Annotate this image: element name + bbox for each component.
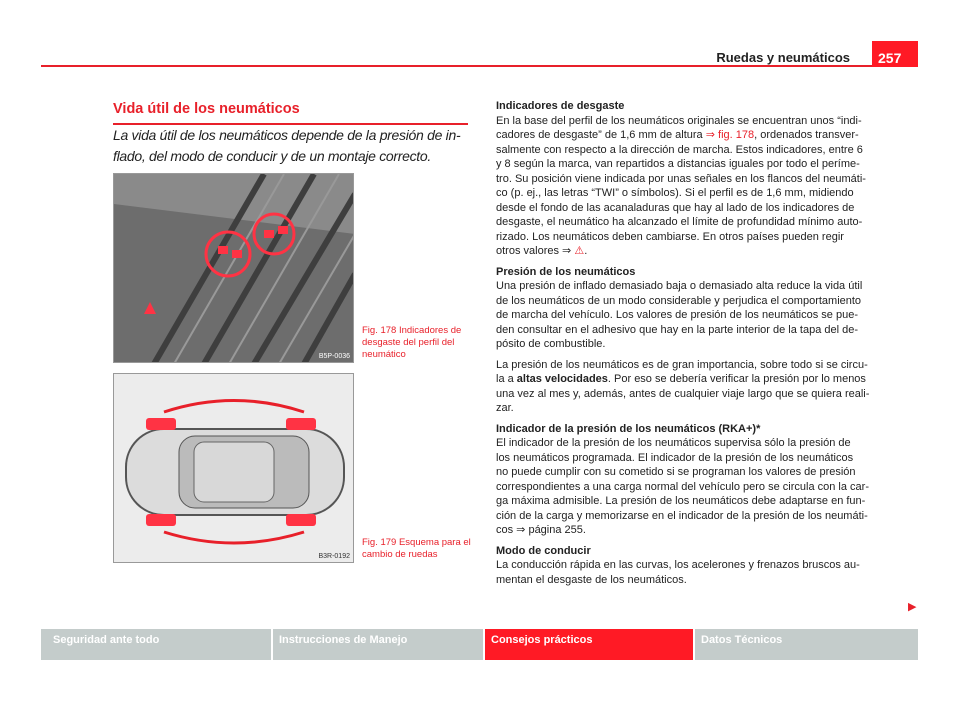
tab-consejos[interactable]: Consejos prácticos — [485, 629, 693, 660]
figure-tire-tread — [113, 173, 354, 363]
text-line: los neumáticos programada. El indicador de la presión de los neumáticos — [496, 451, 854, 464]
caption-line: Fig. 179 Esquema para el — [362, 537, 471, 548]
text-line: En la base del perfil de los neumáticos originales se encuentran unos “indi- — [496, 114, 862, 127]
text-line: mentan el desgaste de los neumáticos. — [496, 573, 687, 586]
text-line: co (p. ej., las letras “TWI” o símbolos). Si el perfil es de 1,6 mm, midiendo — [496, 187, 854, 199]
text-line: den consultar en el adhesivo que hay en la parte interior de la tapa del de- — [496, 323, 859, 336]
header-rule — [41, 65, 918, 67]
subheading: Indicador de la presión de los neumáticos (RKA+)* — [496, 422, 761, 435]
figure-wheel-rotation — [113, 373, 354, 563]
text-line: La presión de los neumáticos es de gran importancia, sobre todo si se circu- — [496, 358, 868, 371]
paragraph — [496, 114, 866, 259]
text-line: ga máxima admisible. La presión de los neumáticos debe adaptarse en fun- — [496, 495, 866, 507]
paragraph — [496, 558, 858, 587]
triangle-right-icon: ▶ — [908, 601, 917, 613]
paragraph — [496, 436, 869, 538]
paragraph — [496, 358, 870, 416]
text-line: una vez al mes y, además, antes de cualquier viaje largo que se quiera reali- — [496, 387, 870, 400]
text-line: tro. Su posición viene indicada por unas señales en los flancos del neumáti- — [496, 172, 866, 185]
text-line: de marcha del vehículo. Los valores de presión de los neumáticos se pue- — [496, 309, 858, 321]
figure-link[interactable]: ⇒ fig. 178 — [705, 129, 755, 141]
text-line: ción de la carga y memorizarse en el indicador de la presión de los neumáti- — [496, 509, 868, 522]
caption-line: Fig. 178 Indicadores de — [362, 325, 462, 336]
text-line: correspondientes a una carga normal del vehículo pero se circula con la car- — [496, 480, 869, 493]
text-line: rizado. Los neumáticos deben cambiarse. En otros países pueden regir — [496, 230, 844, 243]
figure-179-caption — [362, 537, 482, 561]
caption-line: neumático — [362, 349, 406, 360]
subheading: Presión de los neumáticos — [496, 265, 636, 278]
lead-line: La vida útil de los neumáticos depende de la presión de in- — [113, 127, 461, 143]
text-line: La conducción rápida en las curvas, los acelerones y frenazos bruscos au- — [496, 559, 860, 571]
figure-code: B5P-0036 — [318, 353, 350, 360]
section-lead — [113, 125, 460, 167]
tab-datos[interactable]: Datos Técnicos — [695, 629, 918, 660]
text-line: desgaste, el neumático ha alcanzado el límite de profundidad mínimo auto- — [496, 216, 863, 228]
tab-instrucciones[interactable]: Instrucciones de Manejo — [273, 629, 483, 660]
emphasis: altas velocidades — [516, 373, 608, 385]
lead-line: flado, del modo de conducir y de un montaje correcto. — [113, 148, 431, 164]
text-line: zar. — [496, 402, 514, 414]
text-line: cadores de desgaste” de 1,6 mm de altura ⇒ fig. 178, ordenados transver- — [496, 129, 859, 141]
chapter-title: Ruedas y neumáticos — [716, 50, 850, 65]
paragraph — [496, 279, 863, 352]
text-line: Una presión de inflado demasiado baja o demasiado alta reduce la vida útil — [496, 280, 863, 292]
text-line: y 8 según la marca, van repartidos a distancias iguales por todo el períme- — [496, 158, 860, 170]
tab-seguridad[interactable]: Seguridad ante todo — [41, 629, 271, 660]
text-line: no puede cumplir con su cometido si se programan los valores de presión — [496, 466, 856, 478]
text-line: otros valores ⇒ ⚠. — [496, 245, 588, 257]
caption-line: desgaste del perfil del — [362, 337, 455, 348]
text-line: la a altas velocidades. Por eso se debería verificar la presión por lo menos — [496, 373, 866, 385]
figure-178-caption — [362, 325, 482, 361]
footer-nav — [41, 629, 918, 660]
body-text — [496, 99, 870, 593]
text-line: cos ⇒ página 255. — [496, 524, 586, 536]
text-line: desde el fondo de las acanaladuras que hay al lado de los indicadores de — [496, 201, 855, 214]
text-line: de los neumáticos de un modo considerable y perjudica el comportamiento — [496, 294, 862, 307]
caption-line: cambio de ruedas — [362, 549, 438, 560]
subheading: Modo de conducir — [496, 544, 591, 557]
warning-icon[interactable]: ⚠ — [574, 245, 585, 257]
text-line: pósito de combustible. — [496, 338, 606, 350]
text-line: El indicador de la presión de los neumáticos supervisa sólo la presión de — [496, 437, 851, 449]
text-line: salmente con respecto a la dirección de marcha. Estos indicadores, entre 6 — [496, 143, 863, 156]
figure-code: B3R-0192 — [318, 553, 350, 560]
subheading: Indicadores de desgaste — [496, 100, 625, 112]
section-title: Vida útil de los neumáticos — [113, 101, 468, 125]
page-number: 257 — [872, 41, 918, 67]
